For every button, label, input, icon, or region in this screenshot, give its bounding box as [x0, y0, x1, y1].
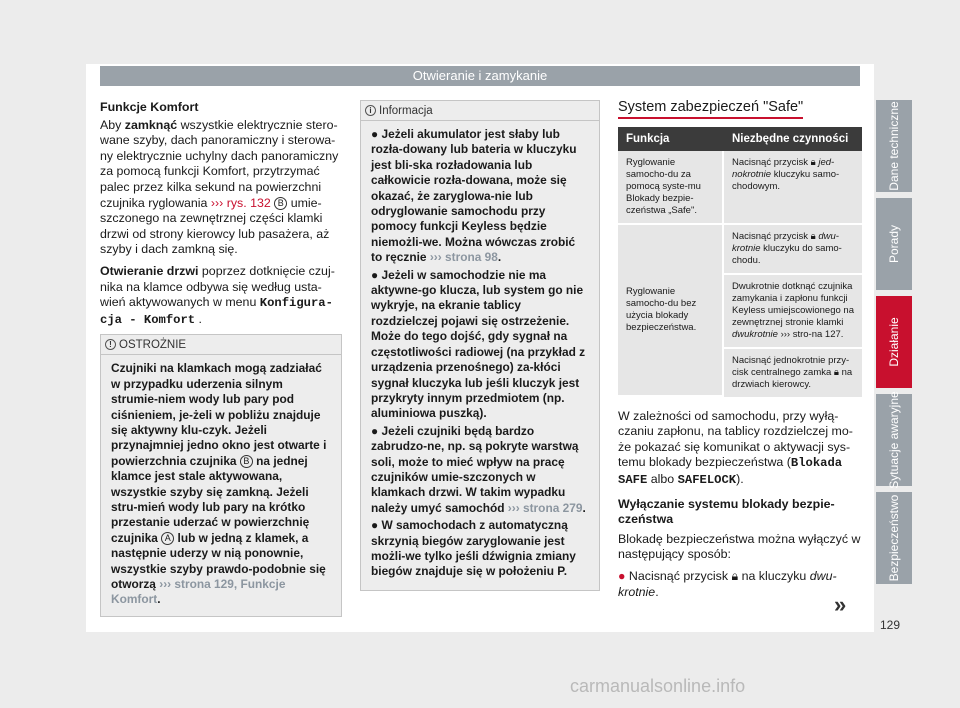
display-message: Blokada SAFE: [618, 456, 843, 487]
text: na kluczyku: [738, 568, 810, 583]
text: Nacisnąć przycisk: [732, 230, 811, 242]
table-row: [618, 151, 862, 225]
text-paragraph: Blokadę bezpieczeństwa można wyłączyć w następujący sposób:: [618, 531, 861, 562]
text: lub w jedną z klamek, a następnie uderzy w nią ponownie, wszystkie szyby prawdo-podobnie się otworzą: [111, 530, 326, 591]
safe-table: [618, 127, 862, 397]
key-lock-icon: 🔒︎: [810, 156, 816, 168]
menu-path: Konfigura-cja - Komfort: [100, 296, 333, 327]
text: Nacisnąć przycisk: [625, 568, 732, 583]
door-open-paragraph: [100, 264, 342, 328]
info-icon: i: [365, 105, 376, 116]
table-cell: [724, 225, 862, 275]
display-message: SAFELOCK: [677, 472, 737, 487]
text: kluczyku samo-chodowym.: [732, 168, 840, 192]
warning-header: [101, 335, 341, 355]
tab-sytuacje-awaryjne[interactable]: [876, 391, 912, 489]
safe-info-paragraph: [618, 409, 862, 489]
tab-label: Działanie: [887, 317, 901, 367]
table-header: Niezbędne czynności: [724, 127, 862, 151]
table-cell: [724, 349, 862, 397]
tab-label: Dane techniczne: [887, 101, 901, 191]
tab-porady[interactable]: [876, 198, 912, 290]
column-left: [100, 100, 342, 617]
figure-link[interactable]: ››› rys. 132: [210, 195, 271, 210]
table-row: [618, 225, 862, 275]
text: .: [157, 592, 161, 607]
page-link[interactable]: ››› strona 279: [507, 500, 583, 515]
tab-dane-techniczne[interactable]: [876, 100, 912, 192]
bullet-icon: ●: [618, 568, 626, 583]
table-cell: Ryglowanie samocho-du bez użycia blokady bezpieczeństwa.: [618, 225, 724, 397]
text: Czujniki na klamkach mogą zadziałać w przypadku uderzenia silnym strumie-niem wody lub pary pod ciśnieniem, je-żeli w pobliżu znajduje się aktywny klu-czyk. Jeżeli przynajmniej jedno okno jest otwarte i powierzchnia czujnika: [111, 361, 327, 468]
instruction-item: [618, 569, 862, 600]
table-header: Funkcja: [618, 127, 724, 151]
text: kluczyku do samo-chodu.: [732, 242, 842, 266]
text: poprzez dotknięcie czuj-nika na klamce odbywa się według usta-wień aktywowanych w menu: [100, 263, 335, 310]
page-link[interactable]: ››› strona 98: [429, 250, 498, 265]
tab-bezpieczenstwo[interactable]: [876, 492, 912, 584]
text-bold: zamknąć: [124, 117, 178, 132]
page-header: Otwieranie i zamykanie: [100, 66, 860, 86]
text: .: [195, 311, 202, 326]
text: ● Jeżeli czujniki będą bardzo zabrudzo-ne, np. są pokryte warstwą soli, może to mieć wpływ na pracę czujników umie-szczonych w klamkach drzwi. W takim wypadku należy umyć samochód: [371, 423, 579, 515]
central-lock-icon: 🔒︎: [833, 366, 839, 378]
key-lock-icon: 🔒︎: [810, 230, 816, 242]
text-italic: jed-nokrotnie: [732, 156, 835, 180]
label-a-icon: A: [161, 532, 174, 545]
text: ››› stro-na 127.: [777, 328, 844, 340]
text: W zależności od samochodu, przy wyłą-czaniu zapłonu, na tablicy rozdzielczej mo-że pokazać się komunikat o aktywacji sys-temu blokady bezpieczeństwa (: [618, 408, 853, 470]
continue-arrow-icon: »: [834, 592, 847, 617]
text: Aby: [100, 117, 125, 132]
tab-label: Bezpieczeństwo: [887, 494, 901, 582]
info-body: [361, 121, 599, 590]
text: Dwukrotnie dotknąć czujnika zamykania i zapłonu funkcji Keyless umiejscowionego na zewnętrznej stronie klamki: [732, 280, 854, 328]
text: wszystkie elektrycznie stero-wane szyby, dach panoramiczny i sterowa-ny elektrycznie uchylny dach panoramiczny za pomocą funkcji Komfort, przytrzymać palec przez kilka sekund na powierzchni czujnika ryglowania: [100, 117, 339, 210]
key-lock-icon: 🔒︎: [731, 568, 739, 583]
table-cell: [724, 275, 862, 349]
text: Nacisnąć przycisk: [732, 156, 811, 168]
info-box: [360, 100, 600, 591]
info-header: [361, 101, 599, 121]
page-link[interactable]: ››› strona 129, Funkcje Komfort: [111, 577, 286, 607]
section-title-text: System zabezpieczeń "Safe": [618, 99, 803, 119]
table-cell: [724, 151, 862, 225]
warning-body: [101, 355, 341, 616]
info-bullet: ● Jeżeli czujniki będą bardzo zabrudzo-ne, np. są pokryte warstwą soli, może to mieć wpływ na pracę czujników umie-szczonych w klamkach drzwi. W takim wypadku należy umyć samochód ››› strona 279.: [371, 423, 586, 515]
text-italic: dwu-krotnie: [732, 230, 839, 254]
text: .: [655, 584, 659, 599]
comfort-paragraph: [100, 118, 342, 258]
page-number: 129: [880, 618, 901, 632]
text-bold: Otwieranie drzwi: [100, 263, 199, 278]
tab-dzialanie[interactable]: [876, 296, 912, 388]
text: na drzwiach kierowcy.: [732, 366, 853, 390]
warning-title: OSTROŻNIE: [119, 339, 187, 352]
tab-label: Porady: [887, 224, 901, 264]
text: na jednej klamce jest stale aktywowana, wszystkie szyby się zamkną. Jeżeli stru-mień wody lub pary na krótko przestanie uderzać w powierzchnię czujnika: [111, 453, 310, 545]
info-bullet: ● Jeżeli w samochodzie nie ma aktywne-go klucza, lub system go nie wykryje, na ekranie tablicy rozdzielczej pojawi się ostrzeżenie. Może do tego dojść, gdy sygnał na częstotliwości radiowej (na przykład z urządzenia przenośnego) za-kłóci sygnał kluczyka lub jeśli kluczyk jest przykryty innym przedmiotem (np. aluminiowa puszką).: [371, 267, 586, 421]
info-title: Informacja: [379, 105, 433, 117]
label-b-icon: B: [240, 455, 253, 468]
column-right: [618, 100, 862, 606]
label-b-icon: B: [274, 197, 287, 210]
text: umie-szczonego na zewnętrznej części klamki drzwi od strony kierowcy lub pasażera, aż szyby i dach zamkną się.: [100, 195, 330, 257]
table-cell: Ryglowanie samocho-du za pomocą syste-mu Blokady bezpie-czeństwa „Safe".: [618, 151, 724, 225]
text: ● Jeżeli akumulator jest słaby lub rozła-dowany lub bateria w kluczyku jest bli-ska rozładowania lub całkowicie rozła-dowana, może się okazać, że zaryglowa-nie lub odryglowanie samochodu przy pomocy funkcji Keyless będzie niemożli-we. Można wówczas zrobić to ręcznie: [371, 127, 577, 265]
info-bullet: ● W samochodach z automatyczną skrzynią biegów zaryglowanie jest możli-we tylko jeśli dźwignia zmiany biegów znajduje się w położeniu P.: [371, 518, 576, 579]
text: Nacisnąć jednokrotnie przy-cisk centralnego zamka: [732, 354, 850, 378]
info-bullet: ● Jeżeli akumulator jest słaby lub rozła-dowany lub bateria w kluczyku jest bli-ska rozładowania lub całkowicie rozła-dowana, może się okazać, że zaryglowa-nie lub odryglowanie samochodu przy pomocy funkcji Keyless będzie niemożli-we. Można wówczas zrobić to ręcznie ››› strona 98.: [371, 127, 577, 265]
subsection-heading: Wyłączanie systemu blokady bezpie-czeństwa: [618, 496, 835, 527]
tab-label: Sytuacje awaryjne: [887, 391, 901, 489]
text: albo: [647, 471, 678, 486]
watermark: carmanualsonline.info: [570, 676, 746, 696]
text: ).: [736, 471, 744, 486]
text-italic: dwu-krotnie: [618, 568, 837, 599]
warning-box: [100, 334, 342, 617]
section-title: [618, 100, 862, 119]
text-italic: dwukrotnie: [732, 328, 778, 340]
exclamation-icon: !: [105, 339, 116, 350]
column-middle: [360, 100, 600, 591]
section-heading: Funkcje Komfort: [100, 100, 199, 114]
